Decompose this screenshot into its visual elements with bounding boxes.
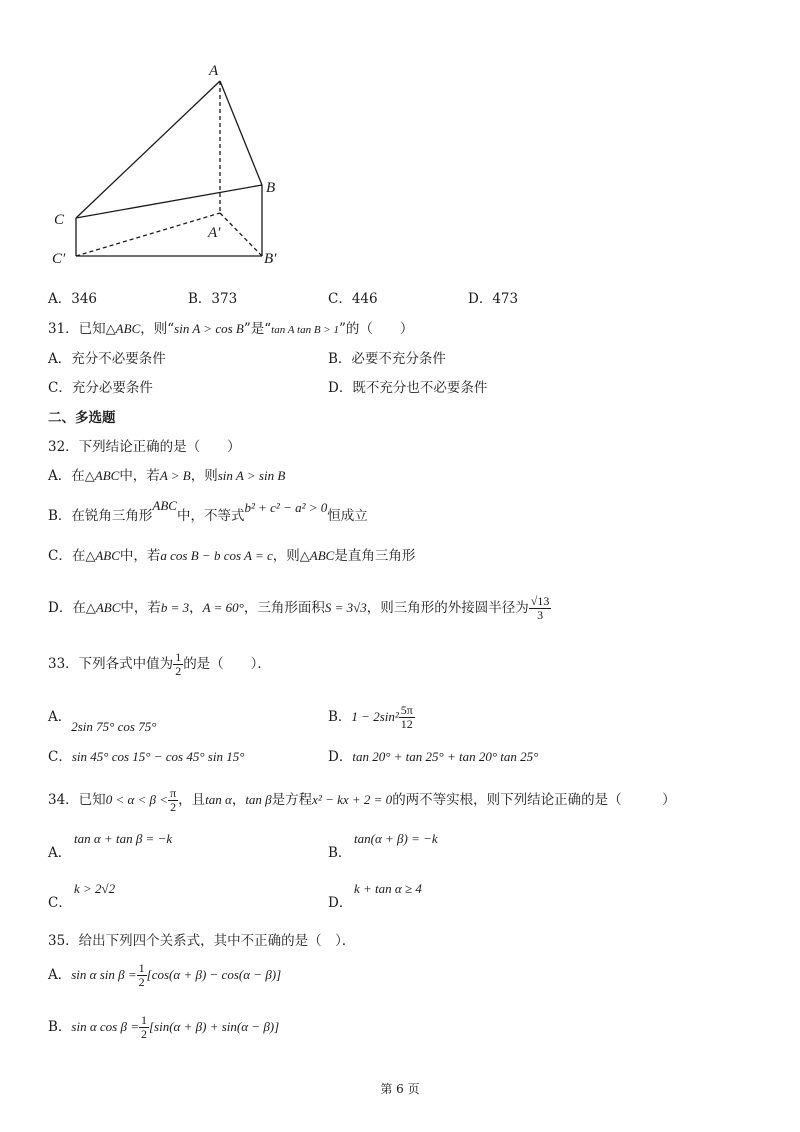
prism-figure bbox=[40, 55, 300, 280]
q32-option-d: D．在△ABC中，若b = 3，A = 60°，三角形面积S = 3√3，则三角形的外接圆半径为 $\frac{√13}{3}$ bbox=[48, 594, 550, 622]
label-B1: B′ bbox=[264, 251, 277, 267]
q30-option-a: A．346 bbox=[48, 291, 98, 307]
q33-option-c: C．sin 45° cos 15° − cos 45° sin 15° bbox=[48, 749, 245, 765]
q32-option-a: A．在△ABC中，若A > B，则sin A > sin B bbox=[48, 468, 286, 484]
edge-A-C bbox=[76, 81, 220, 218]
q34-option-c: k > 2√2 C． bbox=[48, 881, 116, 911]
q30-option-c: C．446 bbox=[328, 291, 378, 307]
five-pi-twelfths: $\frac{5\pi}{12}$ bbox=[400, 703, 413, 731]
hidden-edge-A1-B1 bbox=[220, 213, 262, 256]
edge-A-B bbox=[220, 81, 262, 185]
q33-option-b: B．1 − 2sin² $\frac{5\pi}{12}$ bbox=[328, 703, 413, 731]
q31-option-c: C．充分必要条件 bbox=[48, 380, 153, 396]
q34-option-d: k + tan α ≥ 4 D． bbox=[328, 881, 422, 911]
radius-fraction: $\frac{√13}{3}$ bbox=[530, 594, 550, 622]
pi-half: $\frac{\pi}{2}$ bbox=[170, 786, 177, 814]
q35-option-b: B．sin α cos β = $\frac{1}{2}$ [sin(α + β) + sin(α − β)] bbox=[48, 1013, 280, 1041]
q32-stem: 32．下列结论正确的是（ ） bbox=[48, 439, 241, 455]
half-fraction-b: $\frac{1}{2}$ bbox=[141, 1013, 147, 1041]
edge-C-B bbox=[76, 185, 262, 218]
label-A1: A′ bbox=[208, 225, 221, 241]
q30-option-b: B．373 bbox=[188, 291, 238, 307]
q30-option-d: D．473 bbox=[468, 291, 519, 307]
q35-option-a: A．sin α sin β = $\frac{1}{2}$ [cos(α + β) − cos(α − β)] bbox=[48, 961, 282, 989]
q33-option-d: D．tan 20° + tan 25° + tan 20° tan 25° bbox=[328, 749, 539, 765]
label-A: A bbox=[209, 63, 219, 79]
label-B: B bbox=[266, 180, 276, 196]
q34-stem: 34．已知0 < α < β < $\frac{\pi}{2}$ ，且tan α，tan β是方程x² − kx + 2 = 0的两不等实根，则下列结论正确的是（ ） bbox=[48, 786, 676, 814]
page-number: 第 6 页 bbox=[380, 1082, 420, 1096]
half-fraction-a: $\frac{1}{2}$ bbox=[138, 961, 145, 989]
q34-option-b: tan(α + β) = −k B． bbox=[328, 831, 438, 861]
q32-option-c: C．在△ABC中，若a cos B − b cos A = c，则△ABC是直角三角形 bbox=[48, 548, 416, 564]
hidden-edge-C1-A1 bbox=[76, 213, 220, 256]
q31-option-d: D．既不充分也不必要条件 bbox=[328, 380, 488, 396]
q35-stem: 35．给出下列四个关系式，其中不正确的是（ ）． bbox=[48, 933, 356, 949]
section-title: 二、多选题 bbox=[48, 410, 116, 426]
q31-option-a: A．充分不必要条件 bbox=[48, 351, 166, 367]
label-C: C bbox=[54, 212, 65, 228]
q31-option-b: B．必要不充分条件 bbox=[328, 351, 446, 367]
label-C1: C′ bbox=[52, 251, 66, 267]
q33-stem: 33．下列各式中值为 $\frac{1}{2}$ 的是（ ）． bbox=[48, 650, 271, 678]
q34-option-a: tan α + tan β = −k A． bbox=[48, 831, 173, 861]
q32-option-b: B．在锐角三角形ABC中，不等式b² + c² − a² > 0恒成立 bbox=[48, 498, 368, 524]
q31-stem: 31．已知△ABC，则“sin A > cos B”是“tan A tan B > 1”的（ ） bbox=[48, 321, 414, 337]
half-fraction: $\frac{1}{2}$ bbox=[175, 650, 182, 678]
q33-option-a: A．2sin 75° cos 75° bbox=[48, 709, 157, 734]
